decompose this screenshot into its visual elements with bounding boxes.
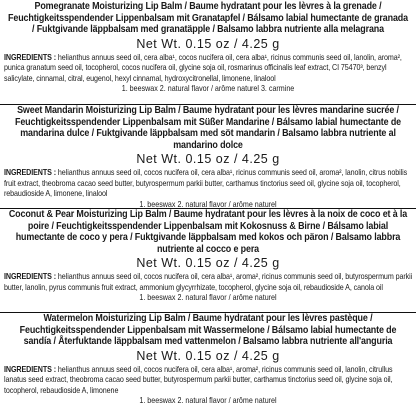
- net-weight: Net Wt. 0.15 oz / 4.25 g: [136, 256, 280, 271]
- net-weight: Net Wt. 0.15 oz / 4.25 g: [136, 152, 280, 167]
- ingredients-text: helianthus annuus seed oil, cera alba¹, cocos nucifera oil, cera alba¹, ricinus communis seed oil, lanolin, aroma², punica granatum seed oil, tocopherol, cocos nucifera oil, glycine soja oil, rosmarinus officinalis leaf extract, CI 75470³, benzyl salicylate, cinnamal, citral, eugenol, hexyl cinnamal, hydroxycitronellal, limonene, linalool: [4, 51, 402, 83]
- product-label-coconut-pear: [4, 209, 412, 312]
- ingredients-list: [4, 52, 412, 83]
- net-weight: Net Wt. 0.15 oz / 4.25 g: [136, 348, 280, 363]
- ingredients-text: helianthus annuus seed oil, cocos nucifera oil, cera alba¹, aroma², ricinus communis seed oil, lanolin, citrullus lanatus seed extract, theobroma cacao seed butter, butyrospermum parkii butter, carthamus tinctorius seed oil, glycine soja oil, tocopherol, rebaudioside A, limonene: [4, 363, 393, 395]
- product-label-watermelon: [4, 313, 412, 416]
- ingredients-text: helianthus annuus seed oil, cocos nucifera oil, cera alba¹, ricinus communis seed oil, aroma², lanolin, citrus nobilis fruit extract, theobroma cacao seed butter, butyrospermum parkii butter, carthamus tinctorius seed oil, glycine soja oil, tocopherol, rebaudioside A, limonene, linalool: [4, 167, 408, 199]
- ingredients-label: INGREDIENTS :: [4, 167, 57, 178]
- product-title: Watermelon Moisturizing Lip Balm / Baume hydratant pour les lèvres pastèque / Feuchtigkeitsspendender Lippenbalsam mit Wassermelone / Bálsamo labial humectante de sandía / Återfuktande läppbalsam med vattenmelon / Balsamo labbra nutriente all'anguria: [19, 313, 397, 348]
- ingredients-label: INGREDIENTS :: [4, 271, 57, 282]
- ingredients-label: INGREDIENTS :: [4, 363, 57, 374]
- ingredients-label: INGREDIENTS :: [4, 51, 57, 62]
- product-label-sweet-mandarin: [4, 105, 412, 208]
- product-title: Coconut & Pear Moisturizing Lip Balm / Baume hydratant pour les lèvres à la noix de coco et à la poire / Feuchtigkeitsspendender Lippenbalsam mit Kokosnuss & Birne / Bálsamo labial humectante de coco y pera / Fuktgivande läppbalsam med kokos och päron / Balsamo labbra nutriente al cocco e pera: [8, 209, 408, 255]
- ingredient-footnotes: 1. beeswax 2. natural flavor / arôme naturel: [139, 198, 277, 208]
- ingredients-list: [4, 167, 412, 198]
- net-weight: Net Wt. 0.15 oz / 4.25 g: [136, 36, 280, 51]
- ingredients-text: helianthus annuus seed oil, cocos nucifera oil, cera alba¹, aroma², ricinus communis seed oil, butyrospermum parkii butter, lanolin, pyrus communis fruit extract, ammonium glycyrrhizate, tocopherol, glycine soja oil, rebaudioside A, canola oil: [4, 271, 412, 292]
- ingredient-footnotes: 1. beeswax 2. natural flavor / arôme naturel: [139, 395, 277, 405]
- ingredients-list: [4, 364, 412, 395]
- product-title: Pomegranate Moisturizing Lip Balm / Baume hydratant pour les lèvres à la grenade / Feuchtigkeitsspendender Lippenbalsam mit Granatapfel / Bálsamo labial humectante de granada / Fuktgivande läppbalsam med granatäpple / Balsamo labbra nutriente alla melagrana: [8, 1, 408, 36]
- product-title: Sweet Mandarin Moisturizing Lip Balm / Baume hydratant pour les lèvres mandarine sucrée / Feuchtigkeitsspendender Lippenbalsam mit Süßer Mandarine / Bálsamo labial humectante de mandarina dulce / Fuktgivande läppbalsam med söt mandarin / Balsamo labbra nutriente al mandarino dolce: [14, 105, 402, 151]
- ingredient-footnotes: 1. beeswax 2. natural flavor / arôme naturel 3. carmine: [121, 83, 295, 93]
- product-label-pomegranate: [4, 1, 412, 104]
- ingredients-list: [4, 271, 412, 292]
- ingredient-footnotes: 1. beeswax 2. natural flavor / arôme naturel: [139, 292, 277, 303]
